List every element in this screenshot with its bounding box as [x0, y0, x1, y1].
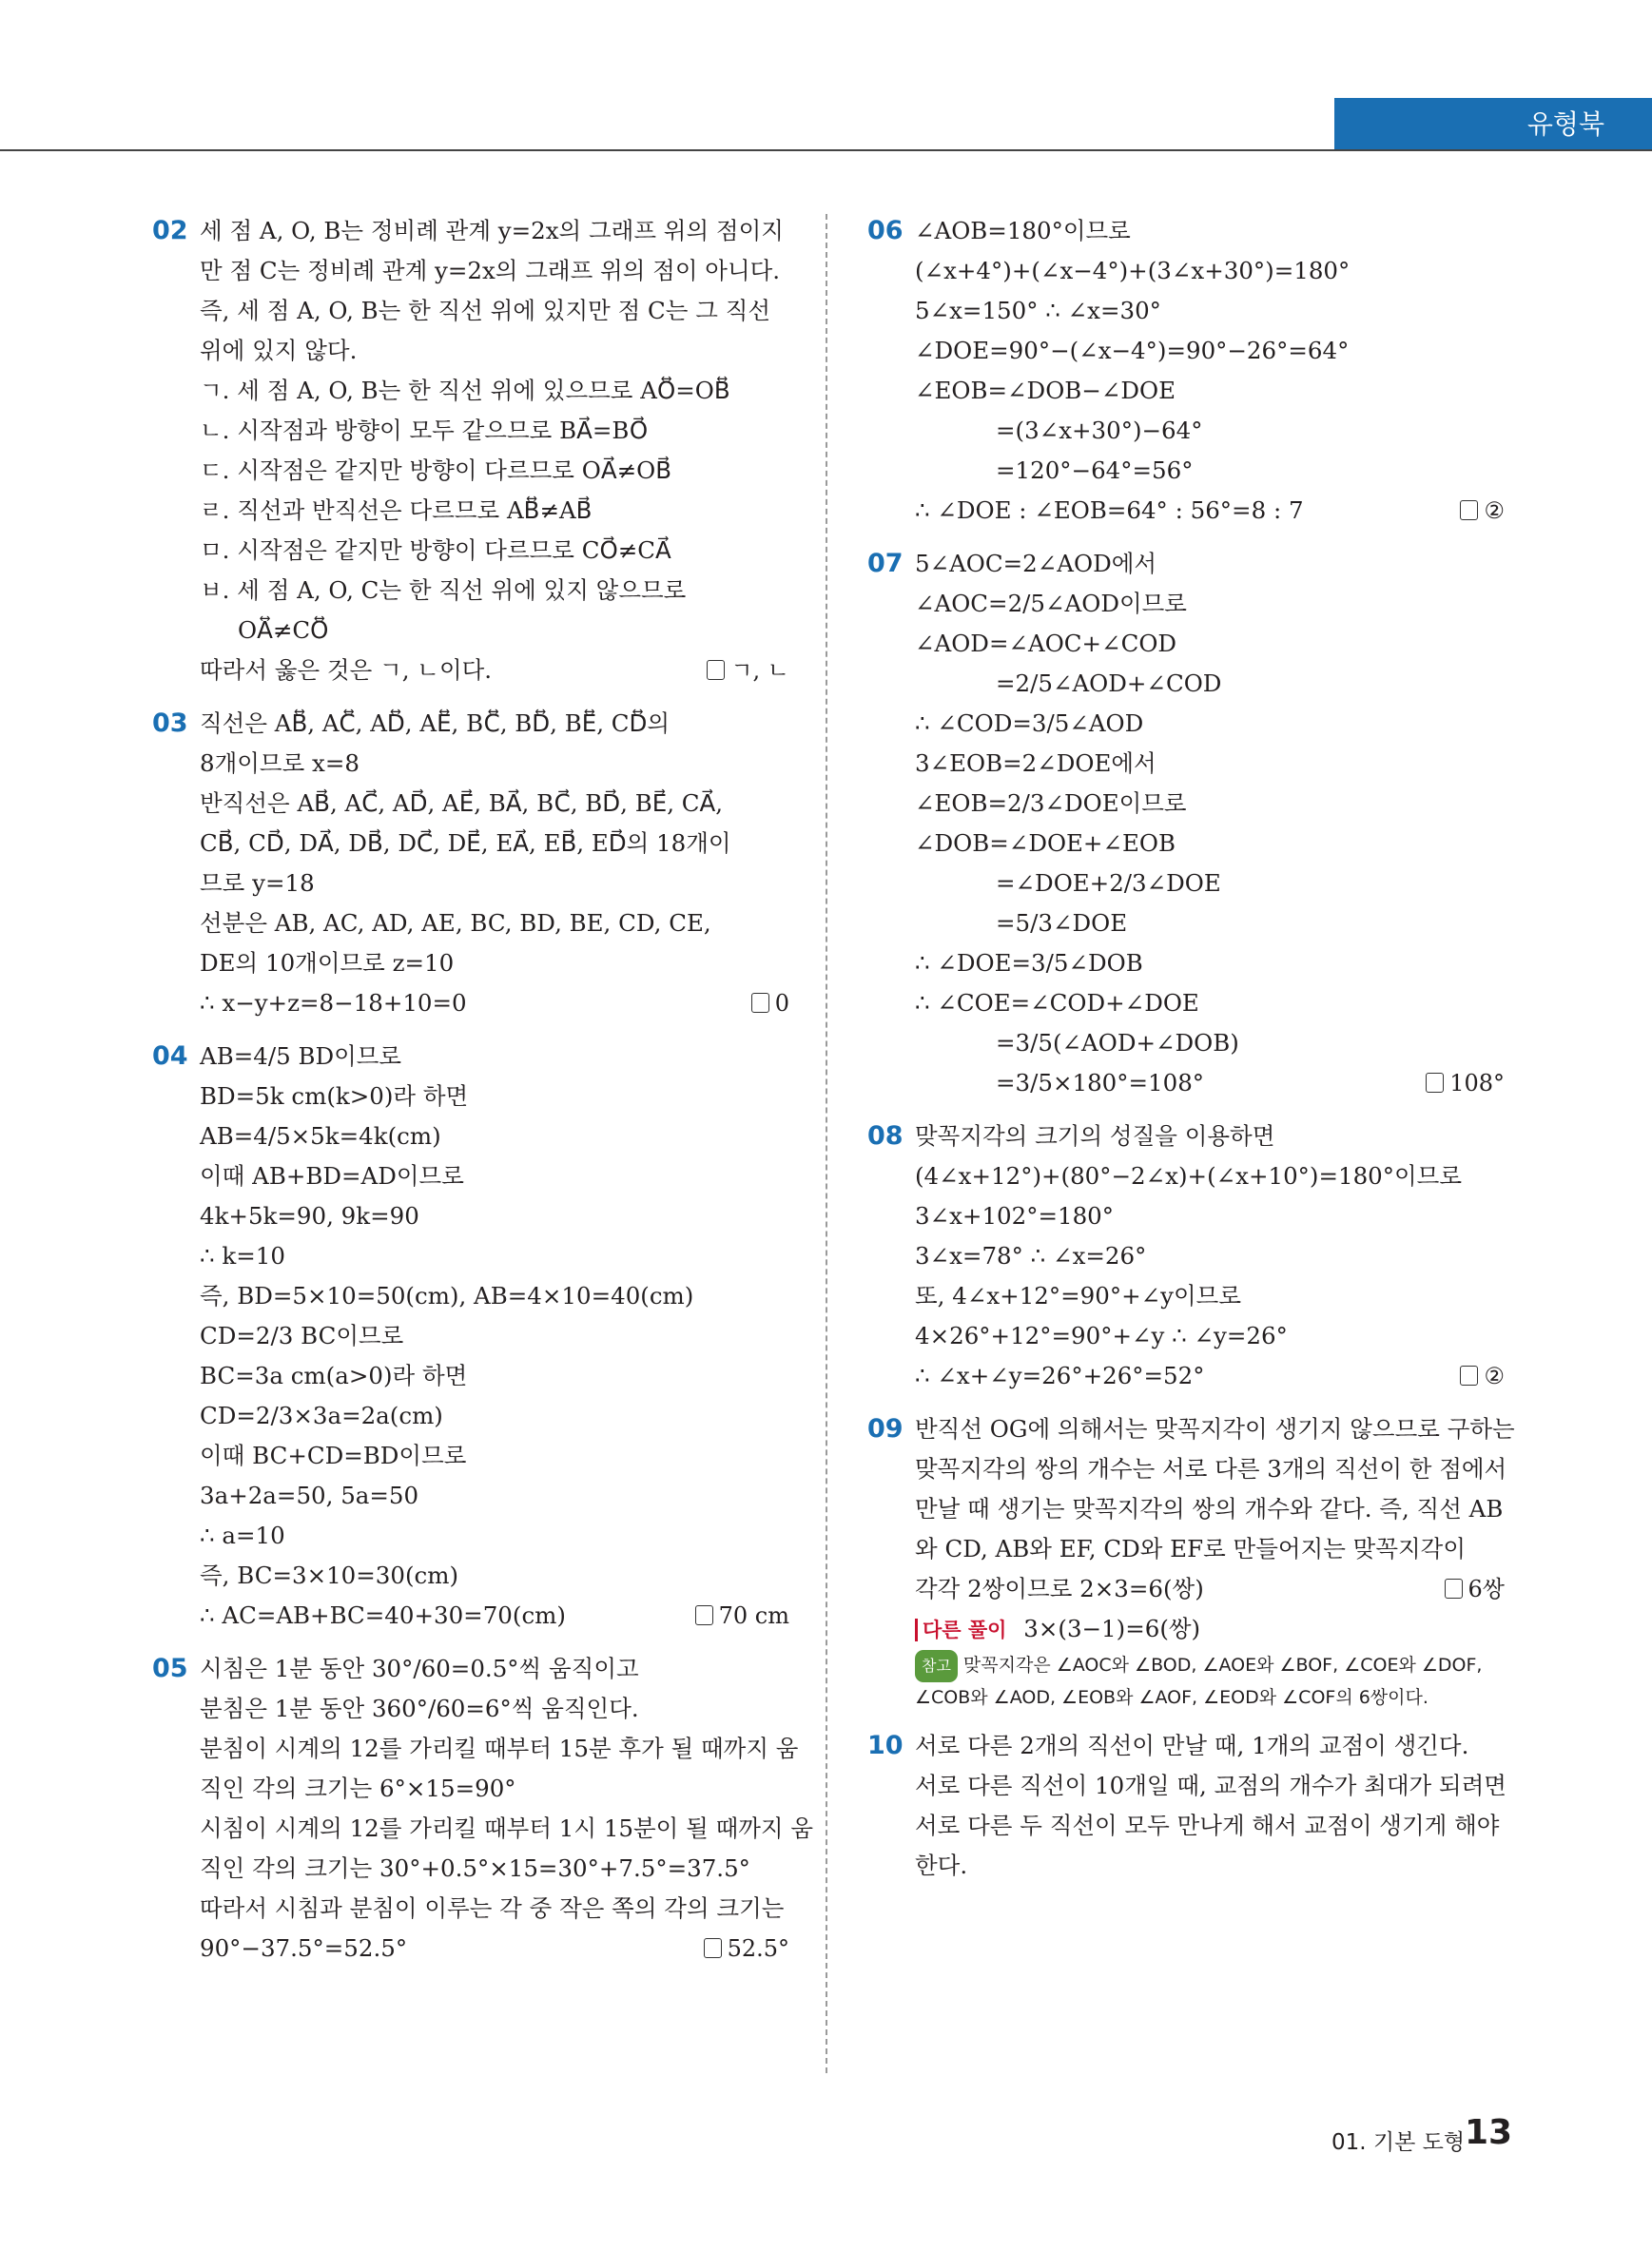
- solution-text: ∴ ∠x+∠y=26°+26°=52°: [915, 1362, 1205, 1389]
- problem-number: 07: [867, 549, 904, 578]
- solution-line: (∠x+4°)+(∠x−4°)+(3∠x+30°)=180°: [915, 257, 1351, 284]
- solution-line: 시침은 1분 동안 30°/60=0.5°씩 움직이고: [200, 1655, 639, 1682]
- solution-line: 직인 각의 크기는 30°+0.5°×15=30°+7.5°=37.5°: [200, 1854, 750, 1882]
- solution-line: 3∠x=78° ∴ ∠x=26°: [915, 1242, 1147, 1270]
- solution-line: 8개이므로 x=8: [200, 749, 360, 777]
- solution-line: 반직선 OG에 의해서는 맞꼭지각이 생기지 않으므로 구하는: [915, 1415, 1515, 1443]
- solution-line: ∴ k=10: [200, 1242, 285, 1270]
- solution-line: ∠EOB=∠DOB−∠DOE: [915, 377, 1176, 404]
- problem-number: 04: [152, 1041, 188, 1071]
- solution-line: CD=2/3×3a=2a(cm): [200, 1402, 443, 1429]
- solution-text: ∴ ∠DOE : ∠EOB=64° : 56°=8 : 7: [915, 496, 1304, 524]
- solution-line: 세 점 A, O, B는 정비례 관계 y=2x의 그래프 위의 점이지: [200, 217, 784, 244]
- solution-line: 와 CD, AB와 EF, CD와 EF로 만들어지는 맞꼭지각이: [915, 1535, 1466, 1562]
- solution-line: OA⃡≠CO⃡: [238, 616, 329, 644]
- solution-line: ∠AOD=∠AOC+∠COD: [915, 630, 1177, 657]
- solution-line: BD=5k cm(k>0)라 하면: [200, 1082, 469, 1110]
- solution-line: ∠DOE=90°−(∠x−4°)=90°−26°=64°: [915, 337, 1350, 364]
- solution-line: =∠DOE+2/3∠DOE: [996, 869, 1221, 897]
- solution-line: ㅂ. 세 점 A, O, C는 한 직선 위에 있지 않으므로: [200, 576, 687, 604]
- solution-line: AB=4/5 BD이므로: [200, 1042, 402, 1070]
- solution-text: ∴ AC=AB+BC=40+30=70(cm): [200, 1601, 566, 1629]
- solution-line: 위에 있지 않다.: [200, 337, 358, 364]
- solution-line: 즉, BC=3×10=30(cm): [200, 1562, 459, 1589]
- solution-line: 3a+2a=50, 5a=50: [200, 1482, 419, 1509]
- solution-line: =5/3∠DOE: [996, 909, 1128, 937]
- solution-text: 따라서 옳은 것은 ㄱ, ㄴ이다.: [200, 656, 493, 684]
- problem-10: [867, 1726, 1505, 1886]
- solution-line: [915, 1356, 1505, 1396]
- solution-line: 즉, BD=5×10=50(cm), AB=4×10=40(cm): [200, 1282, 694, 1310]
- solution-line: ㄷ. 시작점은 같지만 방향이 다르므로 OA⃗≠OB⃗: [200, 456, 671, 484]
- section-tab: 유형북: [1334, 98, 1652, 151]
- solution-line: BC=3a cm(a>0)라 하면: [200, 1362, 468, 1389]
- column-divider: [826, 214, 827, 2073]
- answer-mark: 6쌍: [1445, 1569, 1505, 1609]
- solution-line: 4k+5k=90, 9k=90: [200, 1202, 419, 1230]
- solution-line: [200, 983, 789, 1023]
- solution-line: DE의 10개이므로 z=10: [200, 949, 455, 977]
- solution-line: 분침은 1분 동안 360°/60=6°씩 움직인다.: [200, 1695, 639, 1722]
- page-number: 13: [1465, 2113, 1513, 2152]
- solution-line: =2/5∠AOD+∠COD: [996, 669, 1222, 697]
- problem-number: 03: [152, 708, 188, 738]
- solution-line: ㅁ. 시작점은 같지만 방향이 다르므로 CO⃗≠CA⃗: [200, 536, 671, 564]
- solution-line: 서로 다른 직선이 10개일 때, 교점의 개수가 최대가 되려면: [915, 1772, 1506, 1799]
- note-badge: 참고: [915, 1650, 958, 1682]
- solution-line: [915, 1063, 1505, 1103]
- problem-09: [867, 1409, 1515, 1713]
- solution-line: =120°−64°=56°: [996, 456, 1194, 484]
- solution-line: 맞꼭지각의 쌍의 개수는 서로 다른 3개의 직선이 한 점에서: [915, 1455, 1507, 1483]
- note-text: 맞꼭지각은 ∠AOC와 ∠BOD, ∠AOE와 ∠BOF, ∠COE와 ∠DOF, ∠COB와 ∠AOD, ∠EOB와 ∠AOF, ∠EOD와 ∠COF의 6쌍이다.: [915, 1655, 1483, 1708]
- solution-line: ∠AOC=2/5∠AOD이므로: [915, 590, 1187, 617]
- solution-text: ∴ x−y+z=8−18+10=0: [200, 989, 467, 1017]
- solution-line: ∴ ∠COE=∠COD+∠DOE: [915, 989, 1199, 1017]
- solution-text: 90°−37.5°=52.5°: [200, 1934, 408, 1962]
- solution-line: (4∠x+12°)+(80°−2∠x)+(∠x+10°)=180°이므로: [915, 1162, 1463, 1190]
- solution-line: ㄴ. 시작점과 방향이 모두 같으므로 BA⃗=BO⃗: [200, 417, 649, 444]
- solution-line: [915, 491, 1505, 531]
- problem-number: 08: [867, 1121, 904, 1151]
- problem-number: 02: [152, 216, 188, 245]
- solution-line: [200, 1596, 789, 1636]
- solution-line: 5∠AOC=2∠AOD에서: [915, 550, 1157, 577]
- solution-line: 따라서 시침과 분침이 이루는 각 중 작은 쪽의 각의 크기는: [200, 1894, 785, 1922]
- reference-note: [915, 1650, 1505, 1713]
- solution-line: 4×26°+12°=90°+∠y ∴ ∠y=26°: [915, 1322, 1288, 1349]
- problem-07: [867, 544, 1505, 1103]
- solution-line: 이때 AB+BD=AD이므로: [200, 1162, 464, 1190]
- answer-mark: 52.5°: [704, 1929, 789, 1969]
- solution-line: 3∠x+102°=180°: [915, 1202, 1115, 1230]
- solution-line: 3∠EOB=2∠DOE에서: [915, 749, 1156, 777]
- solution-text: =3/5×180°=108°: [996, 1069, 1205, 1096]
- solution-line: 분침이 시계의 12를 가리킬 때부터 15분 후가 될 때까지 움: [200, 1735, 799, 1762]
- header-rule: [0, 149, 1652, 151]
- solution-line: 서로 다른 2개의 직선이 만날 때, 1개의 교점이 생긴다.: [915, 1732, 1469, 1759]
- alt-solution-label: 다른 풀이: [915, 1619, 1006, 1641]
- answer-mark: 108°: [1426, 1063, 1505, 1103]
- solution-line: CD=2/3 BC이므로: [200, 1322, 404, 1349]
- solution-line: =(3∠x+30°)−64°: [996, 417, 1203, 444]
- problem-08: [867, 1116, 1505, 1396]
- solution-line: 이때 BC+CD=BD이므로: [200, 1442, 467, 1469]
- answer-mark: 0: [751, 983, 789, 1023]
- solution-line: [200, 650, 789, 690]
- alt-solution-text: 3×(3−1)=6(쌍): [1023, 1615, 1201, 1642]
- solution-line: 만 점 C는 정비례 관계 y=2x의 그래프 위의 점이 아니다.: [200, 257, 781, 284]
- answer-mark: 70 cm: [695, 1596, 789, 1636]
- solution-line: 5∠x=150° ∴ ∠x=30°: [915, 297, 1161, 324]
- solution-line: 반직선은 AB⃗, AC⃗, AD⃗, AE⃗, BA⃗, BC⃗, BD⃗, BE⃗, CA⃗,: [200, 789, 724, 817]
- problem-number: 05: [152, 1654, 188, 1683]
- problem-number: 09: [867, 1414, 904, 1444]
- solution-line: 만날 때 생기는 맞꼭지각의 쌍의 개수와 같다. 즉, 직선 AB: [915, 1495, 1504, 1523]
- solution-line: CB⃗, CD⃗, DA⃗, DB⃗, DC⃗, DE⃗, EA⃗, EB⃗, ED⃗의 18개이: [200, 829, 731, 857]
- problem-05: [152, 1649, 814, 1969]
- solution-line: 선분은 AB, AC, AD, AE, BC, BD, BE, CD, CE,: [200, 909, 711, 937]
- problem-06: [867, 211, 1505, 531]
- problem-04: [152, 1037, 789, 1636]
- solution-line: [915, 1569, 1505, 1609]
- solution-text: 각각 2쌍이므로 2×3=6(쌍): [915, 1575, 1204, 1602]
- solution-line: 맞꼭지각의 크기의 성질을 이용하면: [915, 1122, 1275, 1150]
- problem-02: [152, 211, 789, 690]
- answer-mark: ②: [1460, 1356, 1505, 1396]
- footer-chapter: 01. 기본 도형: [1331, 2130, 1466, 2155]
- answer-mark: ㄱ, ㄴ: [707, 650, 789, 690]
- solution-line: ∠DOB=∠DOE+∠EOB: [915, 829, 1176, 857]
- right-column: [867, 211, 1515, 1899]
- solution-line: ∴ ∠DOE=3/5∠DOB: [915, 949, 1143, 977]
- left-column: [152, 211, 814, 1982]
- solution-line: [200, 1929, 789, 1969]
- solution-line: 즉, 세 점 A, O, B는 한 직선 위에 있지만 점 C는 그 직선: [200, 297, 771, 324]
- solution-line: 직선은 AB⃡, AC⃡, AD⃡, AE⃡, BC⃡, BD⃡, BE⃡, CD⃡의: [200, 709, 671, 737]
- solution-line: ∠AOB=180°이므로: [915, 217, 1131, 244]
- solution-line: ∴ a=10: [200, 1522, 285, 1549]
- problem-number: 06: [867, 216, 904, 245]
- solution-line: ∠EOB=2/3∠DOE이므로: [915, 789, 1187, 817]
- solution-line: AB=4/5×5k=4k(cm): [200, 1122, 441, 1150]
- solution-line: 므로 y=18: [200, 869, 315, 897]
- problem-03: [152, 704, 789, 1023]
- solution-line: ∴ ∠COD=3/5∠AOD: [915, 709, 1144, 737]
- solution-line: 시침이 시계의 12를 가리킬 때부터 1시 15분이 될 때까지 움: [200, 1814, 814, 1842]
- solution-line: 한다.: [915, 1852, 968, 1879]
- problem-number: 10: [867, 1731, 904, 1760]
- solution-line: 직인 각의 크기는 6°×15=90°: [200, 1775, 516, 1802]
- answer-mark: ②: [1460, 491, 1505, 531]
- solution-line: 서로 다른 두 직선이 모두 만나게 해서 교점이 생기게 해야: [915, 1812, 1500, 1839]
- solution-line: =3/5(∠AOD+∠DOB): [996, 1029, 1239, 1057]
- solution-line: ㄱ. 세 점 A, O, B는 한 직선 위에 있으므로 AO⃡=OB⃡: [200, 377, 730, 404]
- solution-line: 또, 4∠x+12°=90°+∠y이므로: [915, 1282, 1241, 1310]
- alt-solution: [915, 1609, 1505, 1650]
- solution-line: ㄹ. 직선과 반직선은 다르므로 AB⃡≠AB⃗: [200, 496, 593, 524]
